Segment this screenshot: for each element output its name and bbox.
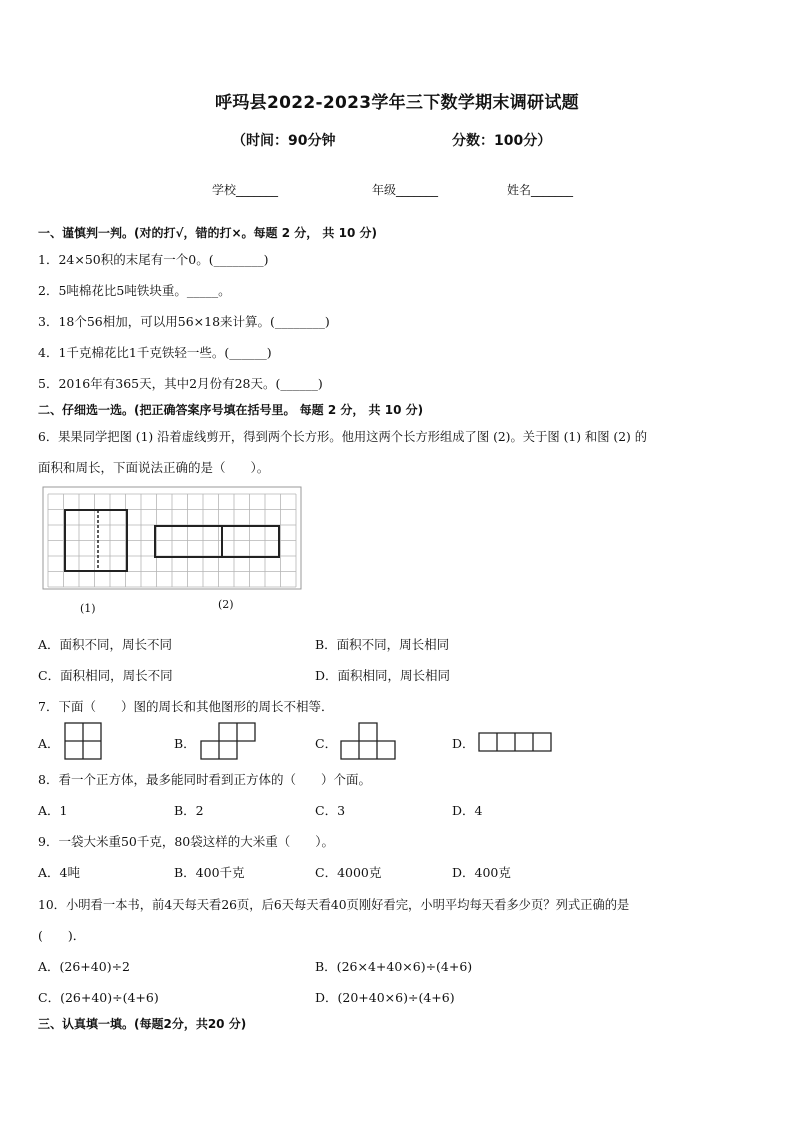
q10-option-a: A．(26+40)÷2 <box>38 959 130 974</box>
q10-option-c: C．(26+40)÷(4+6) <box>38 990 159 1005</box>
q9-option-d: D．400克 <box>452 865 511 880</box>
q8-option-d: D．4 <box>452 803 483 818</box>
q7-option-a: A． <box>38 736 60 751</box>
q7-option-d: D． <box>452 736 475 751</box>
q8-option-a: A．1 <box>38 803 68 818</box>
figure-1-label: (1) <box>80 602 96 615</box>
q6-option-d: D．面积相同，周长相同 <box>315 668 451 683</box>
q6-option-a: A．面积不同，周长不同 <box>38 637 173 652</box>
q6-grid-figure <box>40 484 310 594</box>
q6-option-b: B．面积不同，周长相同 <box>315 637 450 652</box>
q9-option-c: C．4000克 <box>315 865 382 880</box>
q8-option-c: C．3 <box>315 803 346 818</box>
section-3-heading: 三、认真填一填。(每题2分，共20 分) <box>38 1017 247 1031</box>
figure-2-label: (2) <box>218 598 234 611</box>
q6-option-c: C．面积相同，周长不同 <box>38 668 173 683</box>
q10-option-b: B．(26×4+40×6)÷(4+6) <box>315 959 473 974</box>
page-title: 呼玛县2022-2023学年三下数学期末调研试题 <box>215 93 579 113</box>
grade-field: 年级_______ <box>372 183 439 197</box>
exam-score: 分数：100分） <box>452 133 552 149</box>
q8-option-b: B．2 <box>174 803 204 818</box>
judge-question-3: 3．18个56相加，可以用56×18来计算。(________) <box>38 314 330 329</box>
section-2-heading: 二、仔细选一选。(把正确答案序号填在括号里。 每题 2 分， 共 10 分) <box>38 403 424 417</box>
question-6-line-2: 面积和周长，下面说法正确的是（ ）。 <box>38 460 270 475</box>
q7-option-b: B． <box>174 736 196 751</box>
question-8: 8．看一个正方体，最多能同时看到正方体的（ ）个面。 <box>38 772 371 787</box>
q10-option-d: D．(20+40×6)÷(4+6) <box>315 990 455 1005</box>
q7-shape-b <box>200 722 260 762</box>
q7-shape-a <box>64 722 104 762</box>
q9-option-a: A．4吨 <box>38 865 80 880</box>
q7-shape-d <box>478 732 554 754</box>
question-7: 7．下面（ ）图的周长和其他图形的周长不相等． <box>38 699 334 714</box>
judge-question-1: 1．24×50积的末尾有一个0。(________) <box>38 252 269 267</box>
judge-question-4: 4．1千克棉花比1千克铁轻一些。(______) <box>38 345 272 360</box>
question-9: 9．一袋大米重50千克，80袋这样的大米重（ ）。 <box>38 834 335 849</box>
q7-shape-c <box>340 722 400 762</box>
section-1-heading: 一、谨慎判一判。(对的打√，错的打×。每题 2 分， 共 10 分) <box>38 226 377 240</box>
exam-time: （时间：90分钟 <box>232 133 336 149</box>
school-field: 学校_______ <box>212 183 279 197</box>
name-field: 姓名_______ <box>507 183 574 197</box>
judge-question-5: 5．2016年有365天，其中2月份有28天。(______) <box>38 376 323 391</box>
question-6-line-1: 6．果果同学把图 (1) 沿着虚线剪开，得到两个长方形。他用这两个长方形组成了图 (2)。关于图 (1) 和图 (2) 的 <box>38 430 648 444</box>
question-10-line-1: 10．小明看一本书，前4天每天看26页，后6天每天看40页刚好看完，小明平均每天看多少页？列式正确的是 <box>38 898 630 912</box>
question-10-line-2: ( )． <box>38 928 86 943</box>
q9-option-b: B．400千克 <box>174 865 245 880</box>
judge-question-2: 2．5吨棉花比5吨铁块重。_____。 <box>38 283 231 298</box>
q7-option-c: C． <box>315 736 338 751</box>
